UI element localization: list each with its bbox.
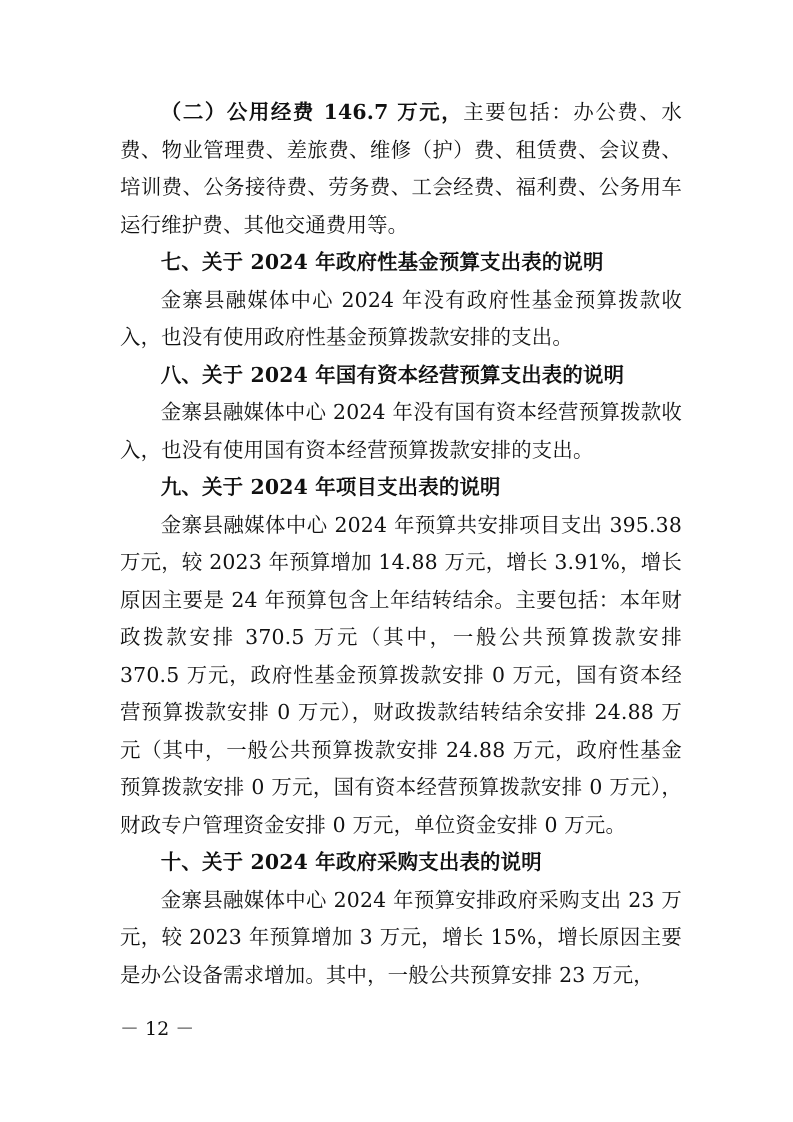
page-number: － 12 － <box>120 1018 195 1040</box>
section-9-heading: 九、关于 2024 年项目支出表的说明 <box>160 475 501 499</box>
public-funds-text: 主要包括：办公费、水费、物业管理费、差旅费、维修（护）费、租赁费、会议费、培训费、公务接待费、劳务费、工会经费、福利费、公务用车运行维护费、其他交通费用等。 <box>120 100 683 237</box>
section-8-heading: 八、关于 2024 年国有资本经营预算支出表的说明 <box>160 362 625 387</box>
section-10-body: 金寨县融媒体中心 2024 年预算安排政府采购支出 23 万元，较 2023 年预算增加 3 万元，增长 15%，增长原因主要是办公设备需求增加。其中，一般公共预算安排 23 万元， <box>120 887 682 987</box>
section-7-heading: 七、关于 2024 年政府性基金预算支出表的说明 <box>160 250 604 274</box>
section-9-body: 金寨县融媒体中心 2024 年预算共安排项目支出 395.38 万元，较 2023 年预算增加 14.88 万元，增长 3.91%，增长原因主要是 24 年预算包含上年结转结余。主要包括：本年财政拨款安排 370.5 万元（其中，一般公共预算拨款安排 370.5 万元，政府性基金预算拨款安排 0 万元，国有资本经营预算拨款安排 0 万元），财政拨款结转结余安排 24.88 万元（其中，一般公共预算拨款安排 24.88 万元，政府性基金预算拨款安排 0 万元，国有资本经营预算拨款安排 0 万元），财政专户管理资金安排 0 万元，单位资金安排 0 万元。 <box>120 512 682 837</box>
section-8-body: 金寨县融媒体中心 2024 年没有国有资本经营预算拨款收入，也没有使用国有资本经营预算拨款安排的支出。 <box>120 400 682 462</box>
document-body <box>120 94 682 994</box>
public-funds-paragraph <box>120 94 682 244</box>
section-10-heading: 十、关于 2024 年政府采购支出表的说明 <box>160 850 542 874</box>
section-7-body: 金寨县融媒体中心 2024 年没有政府性基金预算拨款收入，也没有使用政府性基金预算拨款安排的支出。 <box>120 287 682 349</box>
public-funds-lead: （二）公用经费 146.7 万元， <box>160 100 464 124</box>
